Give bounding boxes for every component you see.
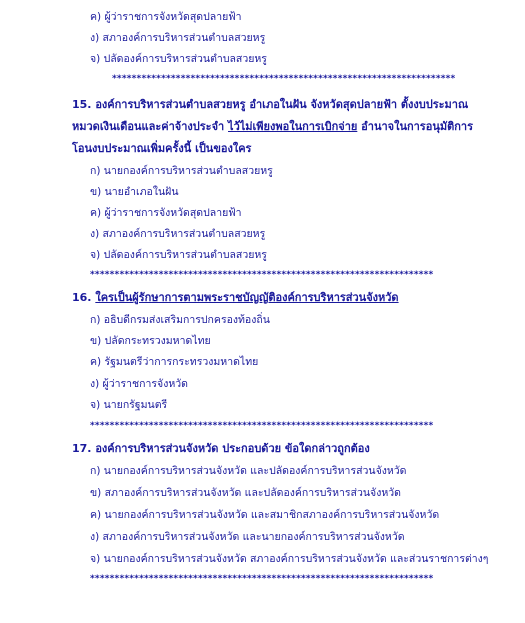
option-d: ง) สภาองค์การบริหารส่วนตำบลสวยหรู bbox=[90, 32, 266, 44]
q15-option-d: ง) สภาองค์การบริหารส่วนตำบลสวยหรู bbox=[90, 228, 266, 240]
q15-option-c: ค) ผู้ว่าราชการจังหวัดสุดปลายฟ้า bbox=[90, 207, 242, 219]
question-15-line-2 bbox=[72, 120, 473, 134]
q17-option-b: ข) สภาองค์การบริหารส่วนจังหวัด และปลัดองค์การบริหารส่วนจังหวัด bbox=[90, 487, 401, 499]
q16-option-a: ก) อธิบดีกรมส่งเสริมการปกครองท้องถิ่น bbox=[90, 314, 270, 326]
question-16-number: 16. bbox=[72, 291, 96, 304]
question-16-text: ใครเป็นผู้รักษาการตามพระราชบัญญัติองค์การบริหารส่วนจังหวัด bbox=[95, 291, 399, 304]
question-17: 17. องค์การบริหารส่วนจังหวัด ประกอบด้วย ข้อใดกล่าวถูกต้อง bbox=[72, 442, 370, 455]
q17-option-a: ก) นายกองค์การบริหารส่วนจังหวัด และปลัดองค์การบริหารส่วนจังหวัด bbox=[90, 465, 407, 477]
q17-option-c: ค) นายกองค์การบริหารส่วนจังหวัด และสมาชิกสภาองค์การบริหารส่วนจังหวัด bbox=[90, 509, 440, 521]
separator: ********************************************************************** bbox=[90, 270, 434, 280]
q16-option-e: จ) นายกรัฐมนตรี bbox=[90, 399, 168, 411]
option-c: ค) ผู้ว่าราชการจังหวัดสุดปลายฟ้า bbox=[90, 11, 242, 23]
q16-option-d: ง) ผู้ว่าราชการจังหวัด bbox=[90, 378, 188, 390]
question-16 bbox=[72, 291, 399, 305]
q16-option-c: ค) รัฐมนตรีว่าการกระทรวงมหาดไทย bbox=[90, 356, 259, 368]
q15-option-b: ข) นายอำเภอในฝัน bbox=[90, 186, 179, 198]
option-e: จ) ปลัดองค์การบริหารส่วนตำบลสวยหรู bbox=[90, 53, 267, 65]
q17-option-d: ง) สภาองค์การบริหารส่วนจังหวัด และนายกองค์การบริหารส่วนจังหวัด bbox=[90, 531, 405, 543]
question-15-text-underlined: ไว้ไม่เพียงพอในการเบิกจ่าย bbox=[228, 120, 358, 133]
separator: ********************************************************************** bbox=[112, 74, 456, 84]
separator: ********************************************************************** bbox=[90, 421, 434, 431]
question-15-line-3: โอนงบประมาณเพิ่มครั้งนี้ เป็นของใคร bbox=[72, 142, 252, 155]
q17-option-e: จ) นายกองค์การบริหารส่วนจังหวัด สภาองค์การบริหารส่วนจังหวัด และส่วนราชการต่างๆ bbox=[90, 553, 489, 565]
q16-option-b: ข) ปลัดกระทรวงมหาดไทย bbox=[90, 335, 211, 347]
separator: ********************************************************************** bbox=[90, 574, 434, 584]
question-15-text-a: หมวดเงินเดือนและค่าจ้างประจำ bbox=[72, 120, 229, 133]
q15-option-e: จ) ปลัดองค์การบริหารส่วนตำบลสวยหรู bbox=[90, 249, 267, 261]
question-15-line-1: 15. องค์การบริหารส่วนตำบลสวยหรู อำเภอในฝัน จังหวัดสุดปลายฟ้า ตั้งงบประมาณ bbox=[72, 98, 469, 111]
q15-option-a: ก) นายกองค์การบริหารส่วนตำบลสวยหรู bbox=[90, 165, 273, 177]
question-15-text-c: อำนาจในการอนุมัติการ bbox=[357, 120, 473, 133]
